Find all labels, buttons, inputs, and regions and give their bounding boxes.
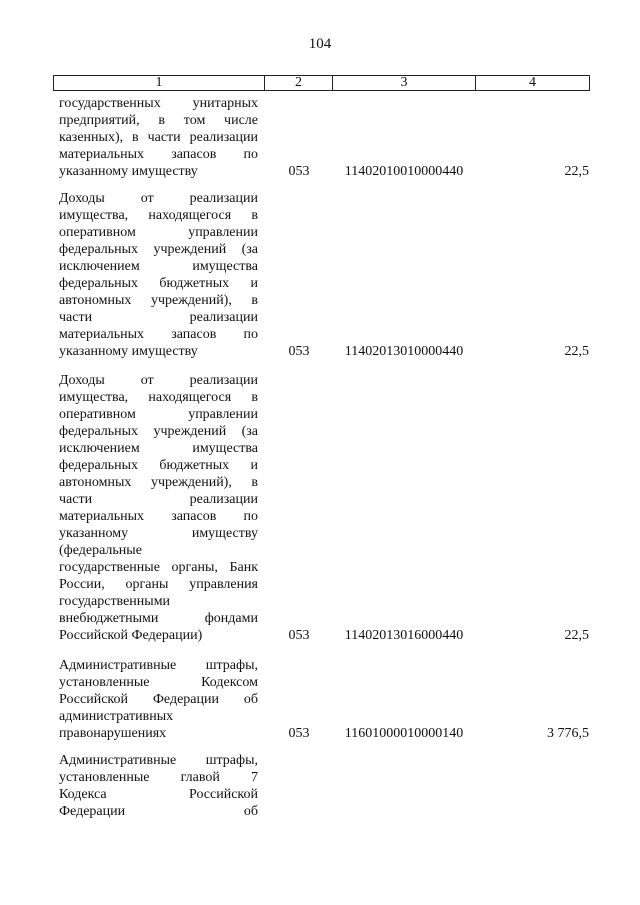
description-line: установленные главой 7 [59, 770, 258, 785]
column-header-1: 1 [54, 76, 265, 91]
description-line: исключением имущества [59, 441, 258, 456]
description-line: автономных учреждений), в [59, 293, 258, 308]
page-number: 104 [308, 36, 332, 52]
kbk-code: 11402010010000440 [344, 164, 464, 179]
amount: 22,5 [564, 164, 589, 179]
column-header-3: 3 [333, 76, 476, 91]
table-header [53, 75, 590, 91]
admin-code: 053 [288, 726, 310, 741]
description-line: России, органы управления [59, 577, 258, 592]
description-line: Административные штрафы, [59, 753, 258, 768]
description-line: федеральных учреждений (за [59, 424, 258, 439]
description-line: внебюджетными фондами [59, 611, 258, 626]
description-line: казенных), в части реализации [59, 130, 258, 145]
description-line: Кодекса Российской [59, 787, 258, 802]
description-line: указанному имуществу [59, 526, 258, 541]
description-line: указанному имуществу [59, 344, 198, 359]
description-line: установленные Кодексом [59, 675, 258, 690]
description-line: (федеральные [59, 543, 142, 558]
admin-code: 053 [288, 344, 310, 359]
description-line: автономных учреждений), в [59, 475, 258, 490]
description-line: оперативном управлении [59, 225, 258, 240]
description-line: административных [59, 709, 174, 724]
column-header-4: 4 [476, 76, 590, 91]
description-line: Доходы от реализации [59, 373, 258, 388]
description-line: Российской Федерации об [59, 692, 258, 707]
description-line: имущества, находящегося в [59, 390, 258, 405]
amount: 22,5 [564, 344, 589, 359]
admin-code: 053 [288, 628, 310, 643]
description-line: имущества, находящегося в [59, 208, 258, 223]
description-line: государственные органы, Банк [59, 560, 258, 575]
description-line: части реализации [59, 310, 258, 325]
column-header-2: 2 [265, 76, 333, 91]
description-line: федеральных бюджетных и [59, 458, 258, 473]
description-line: федеральных бюджетных и [59, 276, 258, 291]
description-line: материальных запасов по [59, 509, 258, 524]
description-line: оперативном управлении [59, 407, 258, 422]
description-line: материальных запасов по [59, 147, 258, 162]
row-description [59, 657, 258, 742]
description-line: государственными [59, 594, 171, 609]
amount: 22,5 [564, 628, 589, 643]
description-line: Административные штрафы, [59, 658, 258, 673]
description-line: федеральных учреждений (за [59, 242, 258, 257]
description-line: Российской Федерации) [59, 628, 203, 643]
description-line: Федерации об [59, 804, 258, 819]
row-description [59, 372, 258, 644]
row-description [59, 95, 258, 180]
admin-code: 053 [288, 164, 310, 179]
kbk-code: 11402013010000440 [344, 344, 464, 359]
description-line: государственных унитарных [59, 96, 258, 111]
row-description [59, 752, 258, 820]
description-line: части реализации [59, 492, 258, 507]
kbk-code: 11402013016000440 [344, 628, 464, 643]
description-line: исключением имущества [59, 259, 258, 274]
description-line: правонарушениях [59, 726, 167, 741]
description-line: материальных запасов по [59, 327, 258, 342]
row-description [59, 190, 258, 360]
amount: 3 776,5 [547, 726, 589, 741]
description-line: Доходы от реализации [59, 191, 258, 206]
description-line: предприятий, в том числе [59, 113, 258, 128]
kbk-code: 11601000010000140 [344, 726, 464, 741]
description-line: указанному имуществу [59, 164, 198, 179]
